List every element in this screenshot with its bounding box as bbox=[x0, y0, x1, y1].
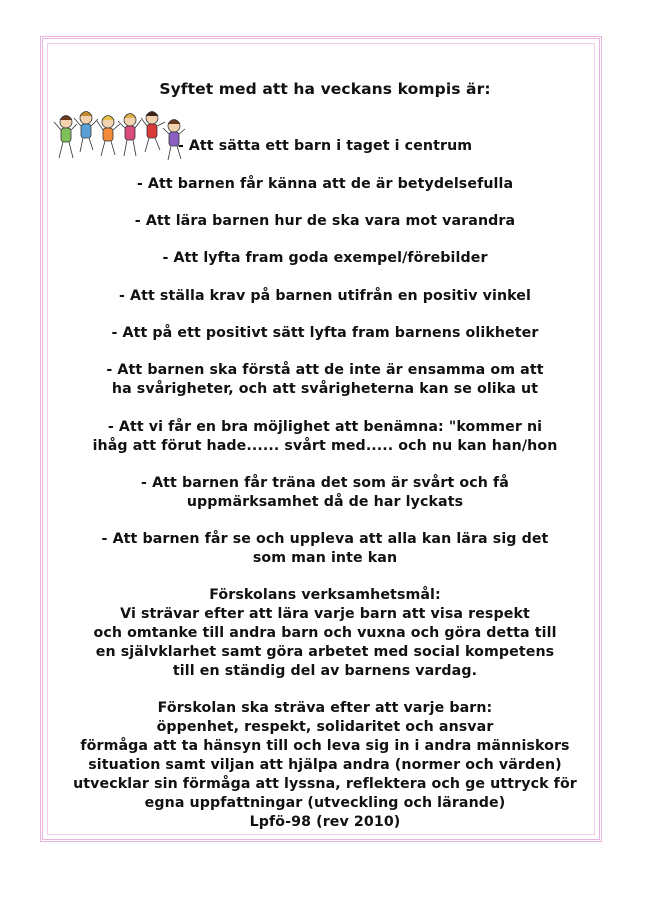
strava-heading: Förskolan ska sträva efter att varje barn: bbox=[157, 700, 493, 716]
goal-line: - Att lyfta fram goda exempel/förebilder bbox=[162, 250, 488, 266]
verksamhet-line: och omtanke till andra barn och vuxna och göra detta till bbox=[93, 625, 557, 641]
strava-line: utvecklar sin förmåga att lyssna, reflektera och ge uttryck för bbox=[73, 776, 577, 792]
page-title: Syftet med att ha veckans kompis är: bbox=[159, 80, 491, 98]
strava-line: öppenhet, respekt, solidaritet och ansvar bbox=[156, 719, 494, 735]
goal-line: uppmärksamhet då de har lyckats bbox=[186, 494, 464, 510]
goal-line: - Att sätta ett barn i taget i centrum bbox=[177, 138, 473, 154]
verksamhet-line: en självklarhet samt göra arbetet med social kompetens bbox=[95, 644, 555, 660]
goal-line: ihåg att förut hade...... svårt med..... och nu kan han/hon bbox=[92, 438, 558, 454]
goal-line: - Att barnen får se och uppleva att alla kan lära sig det bbox=[101, 531, 549, 547]
strava-line: situation samt viljan att hjälpa andra (normer och värden) bbox=[88, 757, 562, 773]
goal-line: - Att barnen får känna att de är betydelsefulla bbox=[136, 176, 514, 192]
goal-line: ha svårigheter, och att svårigheterna kan se olika ut bbox=[111, 381, 539, 397]
verksamhet-line: Vi strävar efter att lära varje barn att visa respekt bbox=[120, 606, 530, 622]
strava-line: egna uppfattningar (utveckling och lärande) bbox=[144, 795, 506, 811]
goal-line: - Att lära barnen hur de ska vara mot varandra bbox=[134, 213, 516, 229]
goal-line: - Att barnen ska förstå att de inte är ensamma om att bbox=[106, 362, 544, 378]
curriculum-reference: Lpfö-98 (rev 2010) bbox=[249, 814, 401, 830]
verksamhet-line: till en ständig del av barnens vardag. bbox=[172, 663, 478, 679]
goal-line: - Att vi får en bra möjlighet att benämna: "kommer ni bbox=[107, 419, 543, 435]
goal-line: - Att på ett positivt sätt lyfta fram barnens olikheter bbox=[111, 325, 539, 341]
goal-line: som man inte kan bbox=[252, 550, 398, 566]
strava-line: förmåga att ta hänsyn till och leva sig in i andra människors bbox=[80, 738, 570, 754]
goal-line: - Att ställa krav på barnen utifrån en positiv vinkel bbox=[119, 288, 531, 304]
goal-line: - Att barnen får träna det som är svårt och få bbox=[141, 475, 509, 491]
verksamhet-heading: Förskolans verksamhetsmål: bbox=[209, 587, 441, 603]
